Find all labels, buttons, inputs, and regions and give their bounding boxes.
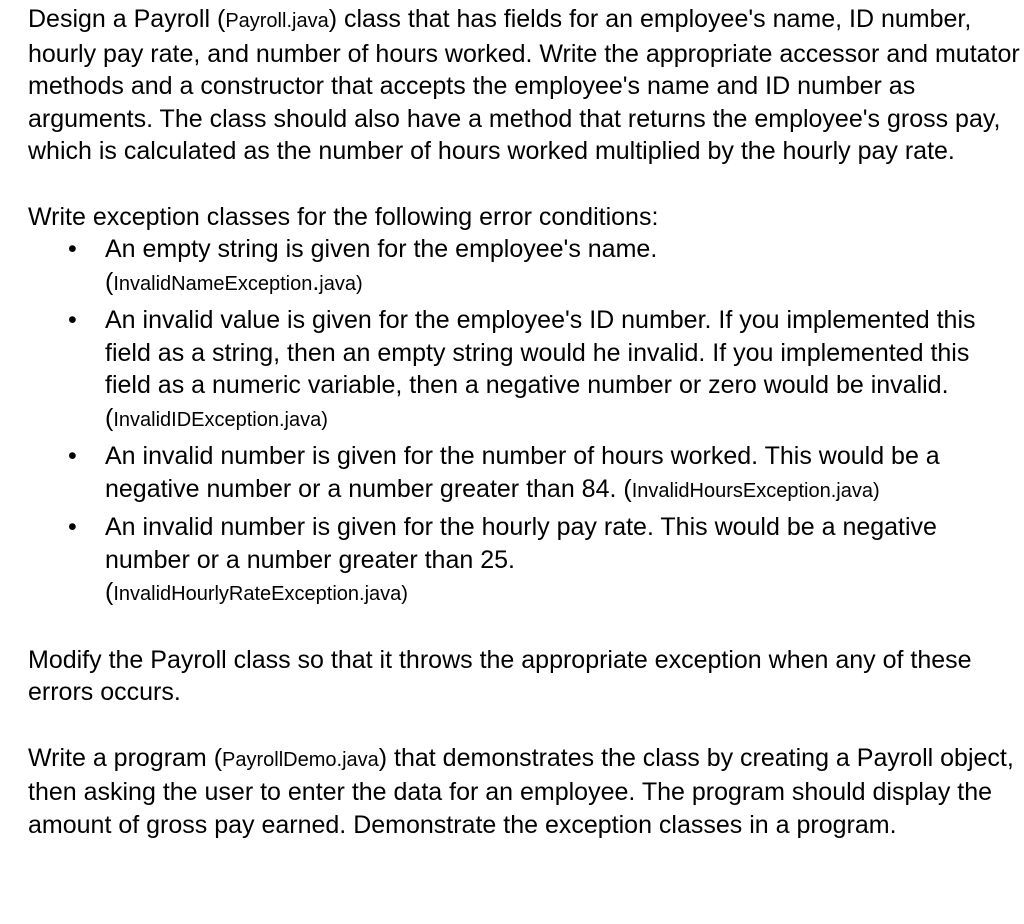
paren-open: ( (105, 578, 114, 606)
demo-paragraph (28, 742, 1022, 842)
bullet-icon: • (68, 442, 77, 470)
demo-text-rest: ) that demonstrates the class by creating a Payroll object, then asking the user to enter the data for an employee. The program should display the amount of gross pay earned. Demonstrate the exception classes in a program. (28, 743, 1014, 839)
invalid-name-filename: InvalidNameException (113, 272, 313, 295)
invalid-rate-filename: InvalidHourlyRateException.java (113, 583, 402, 605)
exception-item-invalid-id (28, 304, 1022, 436)
paren-open: ( (105, 267, 114, 296)
intro-text-start: Design a Payroll ( (28, 5, 226, 33)
exception-description: An empty string is given for the employee's name. (105, 235, 658, 263)
exception-description: An invalid value is given for the employee's ID number. If you implemented this field as a string, then an empty string would he invalid. If you implemented this field as a numeric variable, then a negative number or zero would be invalid. (105, 306, 976, 399)
filename-ext: java) (319, 272, 363, 295)
bullet-icon: • (68, 306, 77, 334)
exception-description: An invalid number is given for the hourly pay rate. This would be a negative number or a number greater than 25. (105, 513, 937, 574)
bullet-icon: • (68, 235, 77, 263)
paren-open: ( (623, 474, 632, 503)
exception-item-invalid-name (28, 233, 1022, 300)
paren-open: ( (105, 403, 114, 432)
paren-close: ) (401, 583, 408, 605)
intro-paragraph (28, 3, 1022, 168)
payroll-demo-filename: PayrollDemo.java (222, 748, 379, 771)
invalid-id-filename: InvalidIDException.java (113, 408, 322, 431)
demo-text-start: Write a program ( (28, 743, 223, 772)
bullet-icon: • (68, 513, 77, 541)
exceptions-heading: Write exception classes for the following error conditions: (28, 202, 659, 231)
exception-item-invalid-rate (28, 511, 1022, 611)
exception-description: An invalid number is given for the number of hours worked. This would be a negative number or a number greater than 84. (105, 442, 940, 503)
paren-close: ) (872, 479, 880, 502)
payroll-filename: Payroll.java (225, 10, 329, 32)
assignment-document (28, 3, 1022, 841)
invalid-hours-filename: InvalidHoursException.java (631, 479, 873, 502)
paren-close: ) (321, 408, 328, 431)
intro-text-rest: ) class that has fields for an employee's name, ID number, hourly pay rate, and number of hours worked. Write the appropriate accessor and mutator methods and a constructor that accepts the employee's name and ID number as arguments. The class should also have a method that returns the employee's gross pay, which is calculated as the number of hours worked multiplied by the hourly pay rate. (28, 5, 1020, 165)
exceptions-section (28, 201, 1022, 611)
modify-paragraph: Modify the Payroll class so that it throws the appropriate exception when any of these errors occurs. (28, 645, 972, 706)
filename-dot: . (312, 267, 320, 296)
exception-list (28, 233, 1022, 611)
exception-item-invalid-hours (28, 440, 1022, 507)
